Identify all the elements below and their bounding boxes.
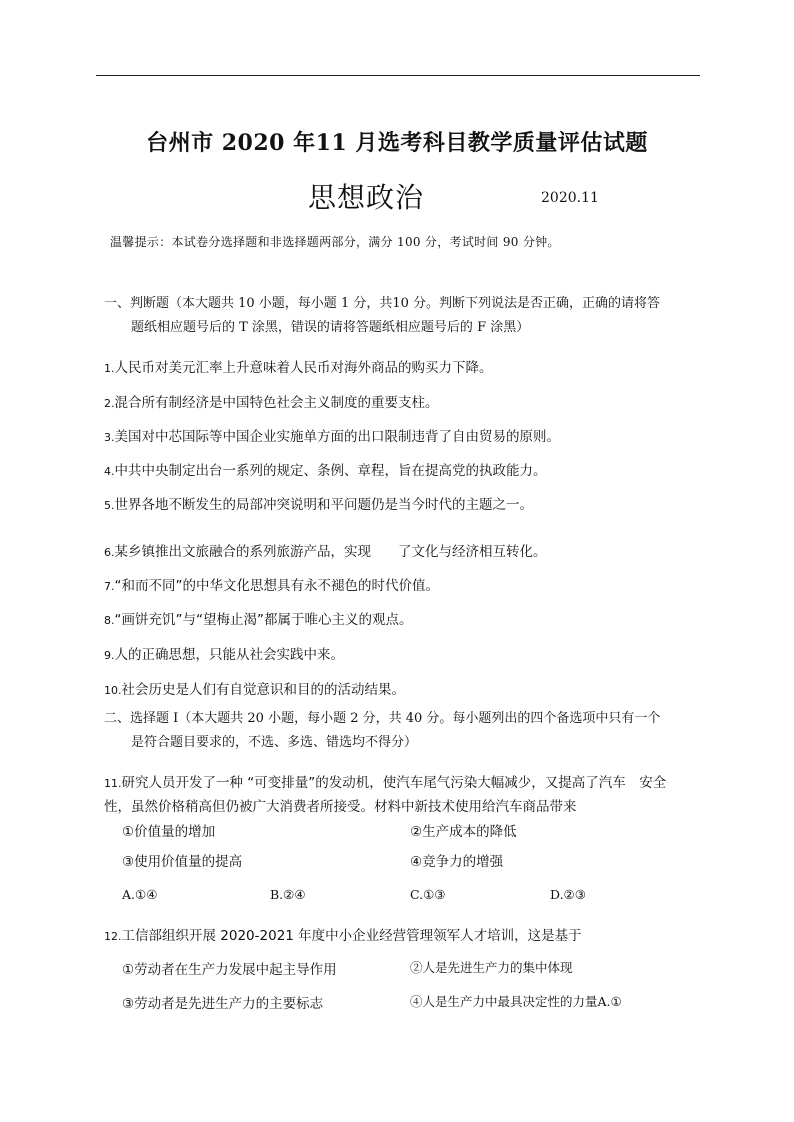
q12-option-1: ①劳动者在生产力发展中起主导作用 — [122, 962, 337, 978]
q11-choice-b: B.②④ — [270, 887, 306, 902]
exam-date: 2020.11 — [541, 190, 599, 206]
question-11-line2: 性，虽然价格稍高但仍被广大消费者所接受。材料中新技术使用给汽车商品带来 — [104, 799, 577, 815]
question-number: 4. — [104, 465, 115, 478]
question-text: 混合所有制经济是中国特色社会主义制度的重要支柱。 — [114, 395, 439, 411]
section1-heading-line1: 一、判断题（本大题共 10 小题，每小题 1 分，共10 分。判断下列说法是否正确，正确的请将答 — [104, 296, 661, 311]
top-rule — [96, 75, 700, 76]
section2-heading-line1: 二、选择题 Ⅰ（本大题共 20 小题，每小题 2 分，共 40 分。每小题列出的四个备选项中只有一个 — [104, 711, 661, 726]
question-text: “和而不同”的中华文化思想具有永不褪色的时代价值。 — [114, 578, 439, 594]
question-text: “画饼充饥”与“望梅止渴”都属于唯心主义的观点。 — [114, 612, 413, 628]
question-number: 1. — [104, 362, 115, 375]
question-number: 2. — [104, 397, 115, 410]
judge-question-2 — [104, 391, 439, 411]
question-number: 10. — [104, 684, 122, 697]
q12-option-4: ④人是生产力中最具决定性的力量A.① — [410, 994, 622, 1009]
judge-question-3 — [104, 425, 560, 445]
question-number: 7. — [104, 580, 115, 593]
question-number: 11. — [104, 777, 122, 790]
exam-tip: 温馨提示：本试卷分选择题和非选择题两部分，满分 100 分，考试时间 90 分钟。 — [110, 235, 560, 249]
judge-question-4 — [104, 459, 547, 479]
judge-question-9 — [104, 643, 344, 663]
q11-option-1: ①价值量的增加 — [122, 824, 216, 840]
judge-question-1 — [104, 356, 493, 376]
question-text: 工信部组织开展 2020-2021 年度中小企业经营管理领军人才培训，这是基于 — [121, 928, 582, 944]
q12-option-3: ③劳动者是先进生产力的主要标志 — [122, 996, 324, 1012]
question-12-line1 — [104, 924, 582, 944]
judge-question-8 — [104, 608, 412, 628]
question-number: 6. — [104, 546, 115, 559]
question-11-line1 — [104, 771, 666, 791]
judge-question-7 — [104, 574, 439, 594]
q11-option-3: ③使用价值量的提高 — [122, 854, 243, 870]
q11-choice-c: C.①③ — [410, 887, 446, 902]
question-number: 3. — [104, 431, 115, 444]
q11-option-4: ④竞争力的增强 — [410, 854, 504, 870]
q11-choice-a: A.①④ — [122, 887, 158, 902]
exam-title: 台州市 2020 年11 月选考科目教学质量评估试题 — [146, 130, 648, 156]
question-number: 5. — [104, 499, 115, 512]
judge-question-5 — [104, 493, 533, 513]
judge-question-10 — [104, 678, 405, 698]
question-number: 8. — [104, 614, 115, 627]
question-text: 美国对中芯国际等中国企业实施单方面的出口限制违背了自由贸易的原则。 — [114, 429, 560, 445]
question-text: 某乡镇推出文旅融合的系列旅游产品，实现 了文化与经济相互转化。 — [114, 544, 547, 560]
question-text: 研究人员开发了一种 “可变排量”的发动机，使汽车尾气污染大幅减少，又提高了汽车 安全 — [121, 775, 667, 791]
question-text: 人民币对美元汇率上升意味着人民币对海外商品的购买力下降。 — [114, 360, 493, 376]
question-number: 9. — [104, 649, 115, 662]
question-text: 世界各地不断发生的局部冲突说明和平问题仍是当今时代的主题之一。 — [114, 497, 533, 513]
question-text: 社会历史是人们有自觉意识和目的的活动结果。 — [121, 682, 405, 698]
judge-question-6 — [104, 540, 547, 560]
section2-heading-line2: 是符合题目要求的，不选、多选、错选均不得分） — [131, 735, 418, 750]
subject-title: 思想政治 — [308, 181, 425, 214]
q11-choice-d: D.②③ — [550, 887, 586, 902]
section1-heading-line2: 题纸相应题号后的 T 涂黑，错误的请将答题纸相应题号后的 F 涂黑） — [131, 320, 530, 335]
q11-option-2: ②生产成本的降低 — [410, 824, 517, 840]
q12-option-2: ②人是先进生产力的集中体现 — [410, 960, 573, 975]
question-number: 12. — [104, 930, 122, 943]
question-text: 人的正确思想，只能从社会实践中来。 — [114, 647, 344, 663]
question-text: 中共中央制定出台一系列的规定、条例、章程，旨在提高党的执政能力。 — [114, 463, 547, 479]
